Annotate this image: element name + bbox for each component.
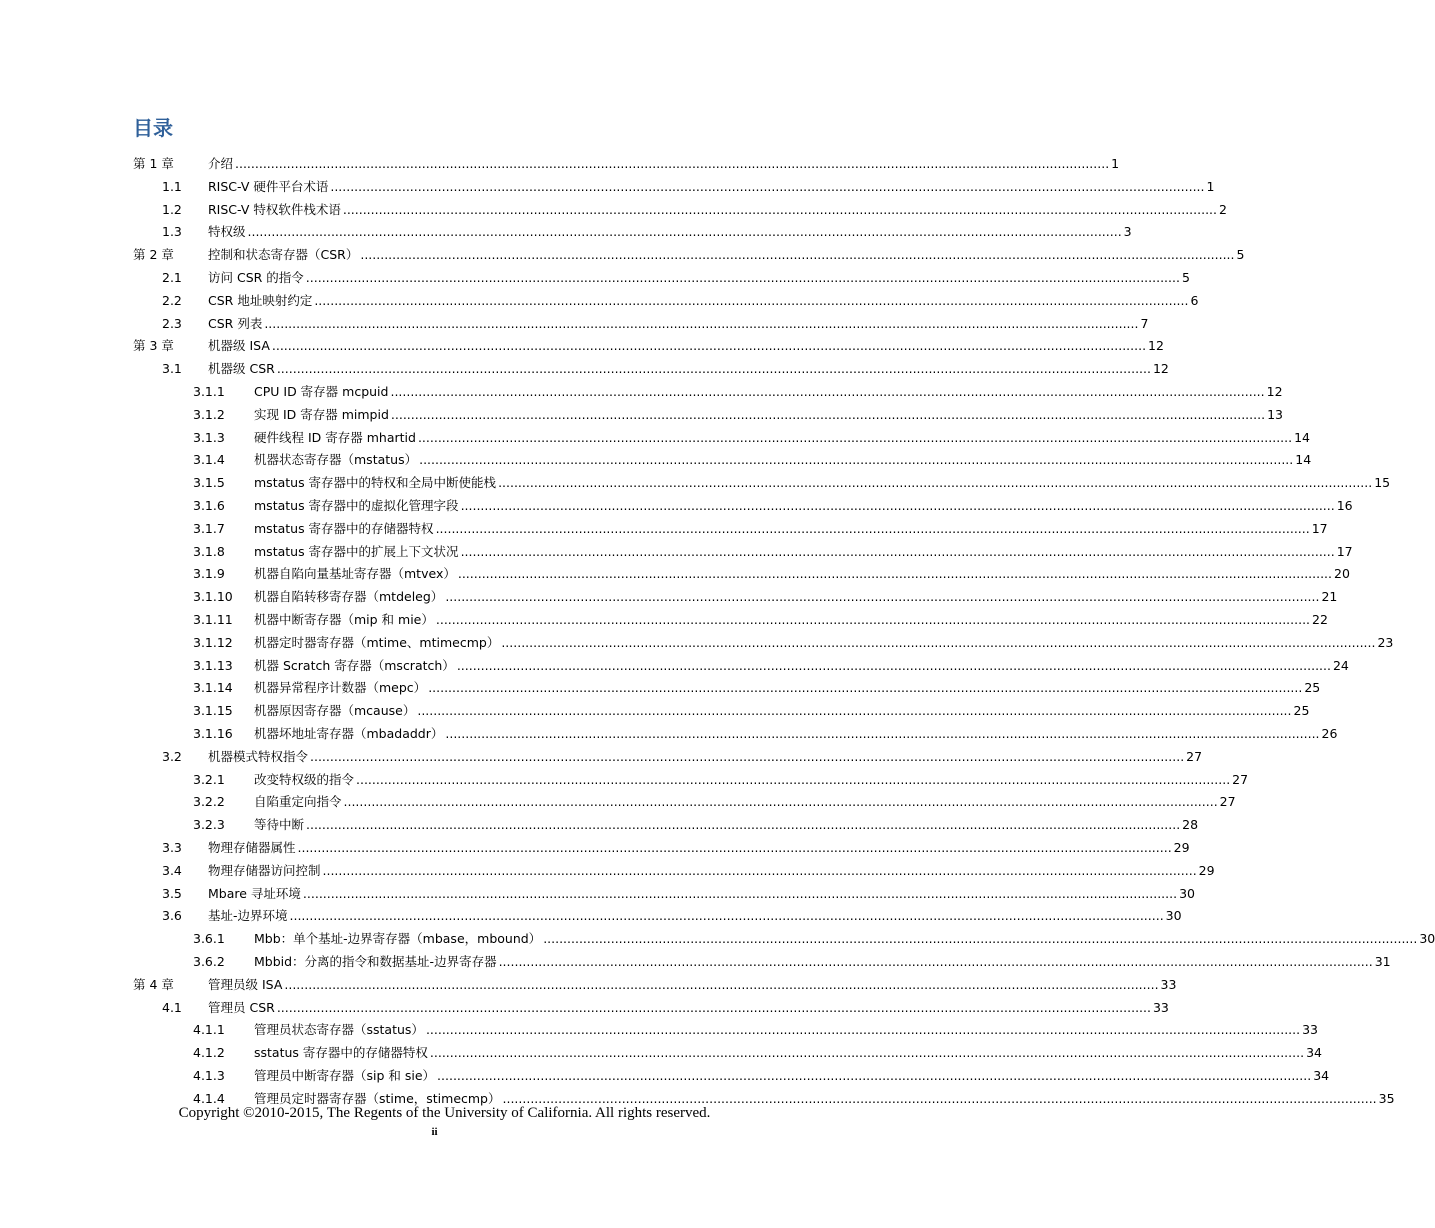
toc-entry-page: 5 <box>1236 247 1245 263</box>
toc-entry-page: 13 <box>1267 406 1283 422</box>
toc-entry-number: 4.1.3 <box>193 1068 225 1083</box>
toc-entry-number: 3.1.1 <box>193 384 225 399</box>
toc-entry-page: 34 <box>1306 1045 1322 1061</box>
toc-entry-number: 3.1.2 <box>193 406 225 422</box>
toc-entry-page: 5 <box>1181 270 1190 285</box>
toc-entry-title: 机器状态寄存器（mstatus） <box>254 452 418 468</box>
toc-entry[interactable] <box>162 994 1169 1016</box>
toc-entry-number: 3.1.3 <box>193 429 225 445</box>
toc-entry-number: 3.4 <box>162 862 182 878</box>
toc-entry-title: 基址-边界环境 <box>208 908 288 924</box>
toc-entry-number: 3.1.12 <box>193 634 233 650</box>
toc-dot-leader: ............................................................................................................................................................................................................................ <box>428 680 1303 696</box>
toc-dot-leader: ............................................................................................................................................................................................................................ <box>457 566 1333 582</box>
toc-entry-page: 27 <box>1186 748 1203 764</box>
toc-entry[interactable] <box>193 766 1249 788</box>
toc-dot-leader: ............................................................................................................................................................................................................................ <box>543 931 1418 947</box>
toc-entry-number: 3.2.3 <box>193 817 225 833</box>
toc-dot-leader: ............................................................................................................................................................................................................................ <box>498 475 1373 491</box>
toc-entry-title: 物理存储器访问控制 <box>208 862 321 878</box>
toc-entry[interactable] <box>193 538 1353 560</box>
toc-dot-leader: ............................................................................................................................................................................................................................ <box>310 748 1185 764</box>
toc-entry-number: 3.1.11 <box>193 612 233 627</box>
toc-dot-leader: ............................................................................................................................................................................................................................ <box>284 976 1159 992</box>
toc-entry-number: 3.1.15 <box>193 703 233 719</box>
toc-entry-page: 25 <box>1293 703 1310 719</box>
toc-entry-title: 访问 CSR 的指令 <box>208 270 304 285</box>
toc-dot-leader: ............................................................................................................................................................................................................................ <box>276 361 1151 377</box>
toc-entry-title: 改变特权级的指令 <box>254 771 355 787</box>
toc-entry-number: 1.2 <box>162 201 182 217</box>
toc-entry-number: 4.1.4 <box>193 1090 225 1106</box>
toc-entry-number: 3.2.1 <box>193 771 225 787</box>
toc-entry[interactable] <box>193 515 1328 537</box>
toc-entry-title: Mbb：单个基址-边界寄存器（mbase，mbound） <box>254 931 542 947</box>
toc-dot-leader: ............................................................................................................................................................................................................................ <box>435 520 1310 536</box>
toc-entry[interactable] <box>133 332 1164 354</box>
toc-entry-title: Mbare 寻址环境 <box>208 885 301 901</box>
toc-dot-leader: ............................................................................................................................................................................................................................ <box>498 954 1373 969</box>
toc-entry-title: 管理员 CSR <box>208 999 275 1015</box>
toc-dot-leader: ............................................................................................................................................................................................................................ <box>305 270 1180 285</box>
toc-entry-title: 机器级 ISA <box>208 338 270 354</box>
toc-entry[interactable] <box>193 492 1353 514</box>
toc-entry[interactable] <box>133 971 1177 993</box>
toc-entry-page: 33 <box>1302 1022 1318 1038</box>
toc-entry-number: 3.1.14 <box>193 680 233 696</box>
toc-dot-leader: ............................................................................................................................................................................................................................ <box>417 429 1293 445</box>
toc-entry-page: 12 <box>1148 338 1164 354</box>
toc-dot-leader: ............................................................................................................................................................................................................................ <box>330 178 1205 194</box>
toc-entry[interactable] <box>193 652 1349 674</box>
toc-dot-leader: ............................................................................................................................................................................................................................ <box>235 156 1110 171</box>
toc-dot-leader: ............................................................................................................................................................................................................................ <box>302 885 1178 901</box>
toc-entry-number: 2.2 <box>162 292 182 308</box>
toc-entry-page: 21 <box>1321 589 1338 605</box>
toc-entry[interactable] <box>193 925 1435 947</box>
toc-entry-page: 30 <box>1165 908 1182 924</box>
toc-entry-number: 3.1.7 <box>193 520 225 536</box>
toc-entry-page: 12 <box>1266 384 1283 399</box>
toc-entry-title: CSR 地址映射约定 <box>208 292 313 308</box>
toc-entry-page: 30 <box>1179 885 1195 901</box>
toc-entry-title: 机器模式特权指令 <box>208 748 309 764</box>
toc-dot-leader: ............................................................................................................................................................................................................................ <box>445 726 1320 741</box>
toc-entry-title: 介绍 <box>208 156 234 171</box>
toc-dot-leader: ............................................................................................................................................................................................................................ <box>501 634 1376 650</box>
toc-entry-page: 23 <box>1377 634 1394 650</box>
toc-entry-page: 29 <box>1173 840 1190 855</box>
toc-entry[interactable] <box>162 355 1169 377</box>
toc-entry-number: 3.1.5 <box>193 475 225 491</box>
toc-entry-number: 3.6 <box>162 908 182 924</box>
toc-entry-page: 25 <box>1304 680 1321 696</box>
toc-entry-number: 3.1.6 <box>193 498 225 513</box>
toc-entry[interactable] <box>162 196 1227 218</box>
toc-entry[interactable] <box>133 241 1245 263</box>
toc-entry[interactable] <box>162 264 1190 286</box>
page-title: 目录 <box>133 116 173 140</box>
toc-entry[interactable] <box>193 1039 1322 1061</box>
toc-entry-title: 管理员状态寄存器（sstatus） <box>254 1022 424 1038</box>
toc-dot-leader: ............................................................................................................................................................................................................................ <box>271 338 1147 354</box>
toc-entry-title: 管理员级 ISA <box>208 976 283 992</box>
toc-entry[interactable] <box>193 811 1199 833</box>
toc-entry-page: 34 <box>1313 1068 1330 1083</box>
toc-dot-leader: ............................................................................................................................................................................................................................ <box>360 247 1235 263</box>
toc-entry[interactable] <box>162 902 1182 924</box>
toc-entry-number: 3.3 <box>162 840 182 855</box>
toc-entry[interactable] <box>162 743 1203 765</box>
toc-entry[interactable] <box>193 629 1394 651</box>
toc-dot-leader: ............................................................................................................................................................................................................................ <box>445 589 1320 605</box>
toc-entry-title: 机器中断寄存器（mip 和 mie） <box>254 612 434 627</box>
toc-entry-page: 14 <box>1294 429 1311 445</box>
toc-entry-page: 27 <box>1219 794 1236 810</box>
toc-entry-number: 3.1 <box>162 361 182 377</box>
toc-entry-title: 机器异常程序计数器（mepc） <box>254 680 427 696</box>
toc-entry-number: 3.2 <box>162 748 182 764</box>
toc-entry-title: 机器定时器寄存器（mtime、mtimecmp） <box>254 634 500 650</box>
toc-entry[interactable] <box>193 401 1283 423</box>
toc-entry-page: 14 <box>1295 452 1312 468</box>
toc-entry-title: 管理员定时器寄存器（stime，stimecmp） <box>254 1090 501 1106</box>
toc-entry-title: 机器自陷转移寄存器（mtdeleg） <box>254 589 444 605</box>
toc-entry[interactable] <box>162 173 1215 195</box>
toc-entry-title: 自陷重定向指令 <box>254 794 342 810</box>
toc-entry[interactable] <box>193 1062 1330 1084</box>
toc-entry-title: RISC-V 特权软件栈术语 <box>208 201 341 217</box>
copyright-notice: Copyright ©2010-2015, The Regents of the University of California. All rights reserved. <box>178 1105 711 1121</box>
toc-entry-page: 31 <box>1374 954 1391 969</box>
toc-entry-page: 6 <box>1190 292 1199 308</box>
toc-entry-number: 3.6.2 <box>193 954 225 969</box>
toc-dot-leader: ............................................................................................................................................................................................................................ <box>356 771 1231 787</box>
toc-entry-title: CPU ID 寄存器 mcpuid <box>254 384 389 399</box>
toc-dot-leader: ............................................................................................................................................................................................................................ <box>276 999 1151 1015</box>
toc-dot-leader: ............................................................................................................................................................................................................................ <box>435 612 1311 627</box>
toc-dot-leader: ............................................................................................................................................................................................................................ <box>419 452 1294 468</box>
toc-entry[interactable] <box>193 469 1391 491</box>
toc-dot-leader: ............................................................................................................................................................................................................................ <box>342 201 1217 217</box>
toc-entry-title: 机器级 CSR <box>208 361 275 377</box>
toc-entry-number: 3.6.1 <box>193 931 225 947</box>
toc-entry[interactable] <box>193 560 1350 582</box>
toc-dot-leader: ............................................................................................................................................................................................................................ <box>343 794 1218 810</box>
toc-entry-page: 24 <box>1332 657 1349 673</box>
toc-dot-leader: ............................................................................................................................................................................................................................ <box>390 384 1265 399</box>
toc-dot-leader: ............................................................................................................................................................................................................................ <box>297 840 1172 855</box>
toc-entry-number: 3.2.2 <box>193 794 225 810</box>
toc-entry-number: 2.1 <box>162 270 182 285</box>
toc-entry[interactable] <box>193 378 1283 400</box>
toc-entry-number: 3.1.9 <box>193 566 225 582</box>
toc-entry[interactable] <box>133 150 1120 172</box>
toc-dot-leader: ............................................................................................................................................................................................................................ <box>460 543 1335 559</box>
toc-dot-leader: ............................................................................................................................................................................................................................ <box>425 1022 1301 1038</box>
toc-entry-number: 1.1 <box>162 178 182 194</box>
toc-entry-title: 硬件线程 ID 寄存器 mhartid <box>254 429 416 445</box>
toc-entry[interactable] <box>193 446 1312 468</box>
toc-entry[interactable] <box>162 310 1149 332</box>
toc-entry-number: 3.5 <box>162 885 182 901</box>
toc-dot-leader: ............................................................................................................................................................................................................................ <box>306 817 1181 833</box>
toc-entry[interactable] <box>162 218 1132 240</box>
toc-entry[interactable] <box>193 674 1321 696</box>
toc-entry[interactable] <box>193 583 1338 605</box>
toc-dot-leader: ............................................................................................................................................................................................................................ <box>390 406 1266 422</box>
toc-entry-title: 机器原因寄存器（mcause） <box>254 703 416 719</box>
toc-entry-page: 3 <box>1123 224 1132 240</box>
toc-entry-number: 第 1 章 <box>133 156 174 171</box>
toc-entry[interactable] <box>193 1085 1395 1107</box>
toc-entry[interactable] <box>162 880 1195 902</box>
toc-entry-page: 17 <box>1311 520 1328 536</box>
toc-entry-page: 35 <box>1378 1090 1395 1106</box>
toc-entry-number: 4.1 <box>162 999 182 1015</box>
toc-entry-page: 22 <box>1312 612 1328 627</box>
toc-dot-leader: ............................................................................................................................................................................................................................ <box>247 224 1122 240</box>
toc-entry-page: 29 <box>1198 862 1215 878</box>
toc-dot-leader: ............................................................................................................................................................................................................................ <box>417 703 1292 719</box>
toc-entry[interactable] <box>193 948 1391 970</box>
toc-entry-page: 33 <box>1152 999 1169 1015</box>
toc-entry[interactable] <box>193 697 1310 719</box>
toc-entry-number: 1.3 <box>162 224 182 240</box>
toc-entry-page: 30 <box>1419 931 1435 947</box>
toc-entry-title: mstatus 寄存器中的特权和全局中断使能栈 <box>254 475 497 491</box>
toc-entry[interactable] <box>162 857 1215 879</box>
toc-entry-title: 控制和状态寄存器（CSR） <box>208 247 359 263</box>
toc-entry-page: 28 <box>1182 817 1199 833</box>
toc-entry-title: 机器 Scratch 寄存器（mscratch） <box>254 657 455 673</box>
toc-entry-title: 机器坏地址寄存器（mbadaddr） <box>254 726 444 741</box>
toc-entry-title: CSR 列表 <box>208 315 263 331</box>
toc-entry-page: 1 <box>1111 156 1120 171</box>
toc-dot-leader: ............................................................................................................................................................................................................................ <box>264 315 1139 331</box>
toc-entry[interactable] <box>193 424 1311 446</box>
toc-entry-page: 27 <box>1232 771 1249 787</box>
toc-entry-page: 2 <box>1219 201 1227 217</box>
toc-dot-leader: ............................................................................................................................................................................................................................ <box>322 862 1197 878</box>
toc-entry-number: 第 2 章 <box>133 247 174 263</box>
toc-entry-title: mstatus 寄存器中的虚拟化管理字段 <box>254 498 459 513</box>
toc-dot-leader: ............................................................................................................................................................................................................................ <box>289 908 1164 924</box>
toc-entry-number: 3.1.13 <box>193 657 233 673</box>
toc-entry-page: 20 <box>1334 566 1350 582</box>
toc-dot-leader: ............................................................................................................................................................................................................................ <box>456 657 1331 673</box>
toc-entry-page: 15 <box>1374 475 1391 491</box>
toc-entry-number: 第 3 章 <box>133 338 174 354</box>
toc-entry-number: 4.1.2 <box>193 1045 225 1061</box>
toc-entry[interactable] <box>193 606 1328 628</box>
toc-dot-leader: ............................................................................................................................................................................................................................ <box>437 1068 1312 1083</box>
toc-entry-number: 3.1.10 <box>193 589 233 605</box>
toc-entry[interactable] <box>193 720 1338 742</box>
toc-entry-number: 2.3 <box>162 315 182 331</box>
toc-entry-number: 3.1.16 <box>193 726 233 741</box>
toc-dot-leader: ............................................................................................................................................................................................................................ <box>314 292 1189 308</box>
toc-entry-number: 第 4 章 <box>133 976 174 992</box>
toc-entry-title: 实现 ID 寄存器 mimpid <box>254 406 389 422</box>
toc-entry-title: 机器自陷向量基址寄存器（mtvex） <box>254 566 456 582</box>
toc-entry[interactable] <box>193 788 1236 810</box>
toc-dot-leader: ............................................................................................................................................................................................................................ <box>429 1045 1305 1061</box>
toc-entry-page: 1 <box>1206 178 1215 194</box>
toc-entry-title: 管理员中断寄存器（sip 和 sie） <box>254 1068 436 1083</box>
toc-entry-number: 3.1.4 <box>193 452 225 468</box>
page-number: ii <box>431 1126 438 1138</box>
toc-entry-title: mstatus 寄存器中的存储器特权 <box>254 520 434 536</box>
toc-entry[interactable] <box>193 1016 1318 1038</box>
toc-entry-page: 33 <box>1160 976 1177 992</box>
toc-dot-leader: ............................................................................................................................................................................................................................ <box>460 498 1335 513</box>
toc-entry[interactable] <box>162 834 1190 856</box>
toc-entry-number: 3.1.8 <box>193 543 225 559</box>
toc-entry-title: mstatus 寄存器中的扩展上下文状况 <box>254 543 459 559</box>
toc-entry-title: 等待中断 <box>254 817 305 833</box>
toc-entry-page: 17 <box>1336 543 1353 559</box>
toc-entry-page: 12 <box>1152 361 1169 377</box>
toc-entry-title: Mbbid：分离的指令和数据基址-边界寄存器 <box>254 954 497 969</box>
toc-entry-title: sstatus 寄存器中的存储器特权 <box>254 1045 428 1061</box>
toc-entry-page: 16 <box>1336 498 1353 513</box>
toc-entry-title: RISC-V 硬件平台术语 <box>208 178 329 194</box>
toc-entry-title: 物理存储器属性 <box>208 840 296 855</box>
toc-dot-leader: ............................................................................................................................................................................................................................ <box>502 1090 1377 1106</box>
toc-entry-number: 4.1.1 <box>193 1022 225 1038</box>
toc-entry-page: 7 <box>1140 315 1149 331</box>
toc-entry[interactable] <box>162 287 1199 309</box>
toc-entry-page: 26 <box>1321 726 1338 741</box>
toc-entry-title: 特权级 <box>208 224 246 240</box>
